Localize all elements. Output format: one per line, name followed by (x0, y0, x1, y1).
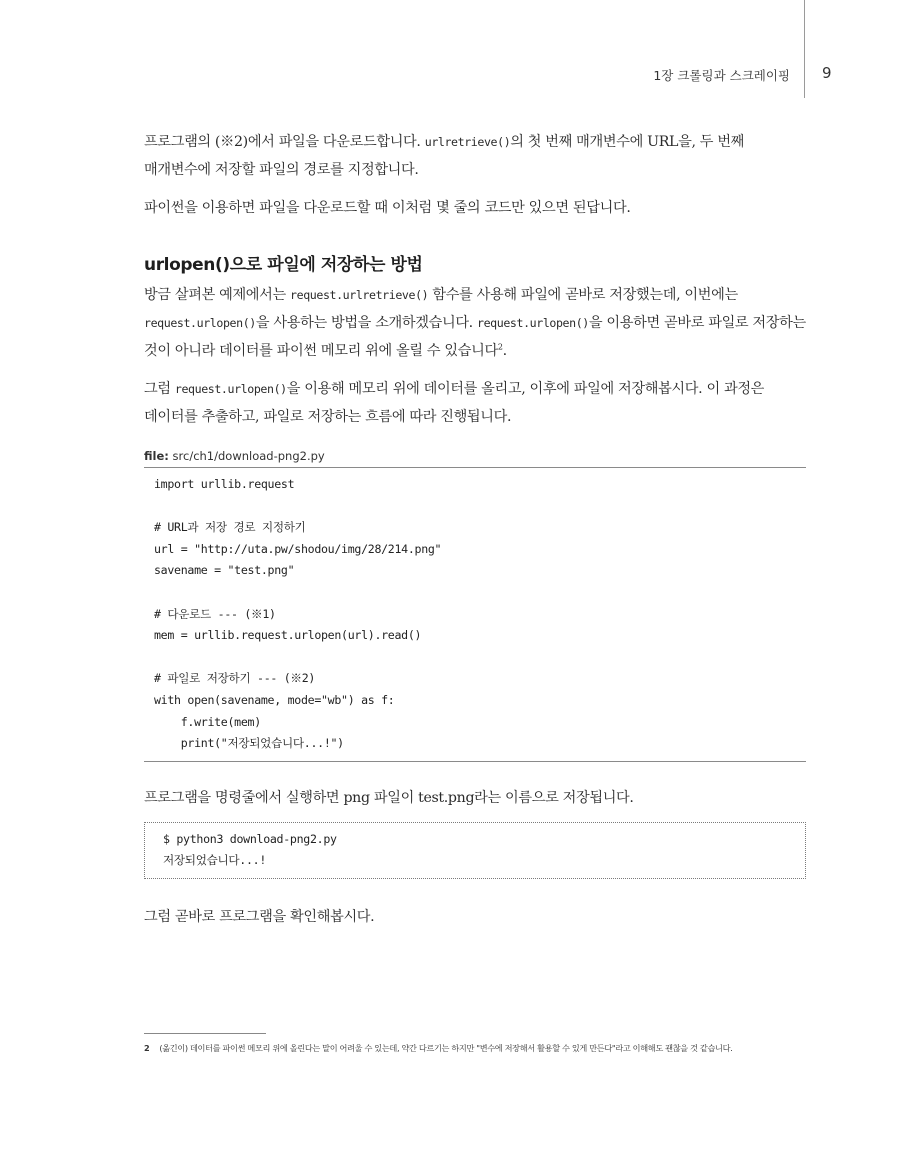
running-head: 1장 크롤링과 스크레이핑 (653, 68, 790, 83)
paragraph-5: 프로그램을 명령줄에서 실행하면 png 파일이 test.png라는 이름으로 저장됩니다. (144, 789, 634, 806)
terminal-result: 저장되었습니다...! (163, 853, 267, 868)
paragraph-3-text-a: 방금 살펴본 예제에서는 (144, 287, 291, 303)
file-caption (144, 449, 806, 463)
footnote-divider (144, 1033, 266, 1034)
code-line: # 다운로드 --- (※1) (154, 606, 276, 621)
paragraph-1-text-b: 의 첫 번째 매개변수에 URL을, 두 번째 매개변수에 저장할 파일의 경로를 지정합니다. (144, 134, 745, 178)
paragraph-3-text-c: 을 사용하는 방법을 소개하겠습니다. (255, 315, 478, 331)
terminal-command: $ python3 download-png2.py (163, 831, 337, 846)
paragraph-1 (144, 128, 806, 184)
paragraph-2: 파이썬을 이용하면 파일을 다운로드할 때 이처럼 몇 줄의 코드만 있으면 된답니다. (144, 200, 631, 216)
inline-code-request-urlopen-3: request.urlopen() (174, 382, 287, 396)
inline-code-request-urlopen: request.urlopen() (144, 316, 256, 330)
page-number: 9 (822, 64, 832, 82)
section-heading: urlopen()으로 파일에 저장하는 방법 (144, 255, 423, 275)
paragraph-3-text-e: . (502, 343, 507, 359)
code-line: f.write(mem) (154, 714, 261, 729)
paragraph-3 (144, 281, 806, 365)
inline-code-urlretrieve: urlretrieve() (424, 135, 511, 149)
code-line: # URL과 저장 경로 지정하기 (154, 520, 306, 535)
paragraph-4-text-b: 을 이용해 메모리 위에 데이터를 올리고, 이후에 파일에 저장해봅시다. 이 과정은 데이터를 추출하고, 파일로 저장하는 흐름에 따라 진행됩니다. (144, 381, 765, 425)
footnote-number: 2 (144, 1043, 150, 1053)
code-line: # 파일로 저장하기 --- (※2) (154, 671, 316, 686)
paragraph-4-text-a: 그럼 (144, 381, 175, 397)
code-listing (144, 467, 806, 762)
inline-code-request-urlretrieve: request.urlretrieve() (290, 288, 429, 302)
code-line (154, 496, 806, 518)
paragraph-3-text-d: 을 이용하면 곧바로 파일로 저장하는 것이 아니라 데이터를 파이썬 메모리 위에 올릴 수 있습니다 (144, 315, 806, 359)
code-line: savename = "test.png" (154, 563, 295, 578)
code-line: url = "http://uta.pw/shodou/img/28/214.png" (154, 541, 442, 556)
code-line (154, 582, 806, 604)
page-body (144, 128, 806, 941)
footnote-ref[interactable]: 2 (497, 342, 503, 352)
footnote-text: (옮긴이) 데이터를 파이썬 메모리 위에 올린다는 말이 어려울 수 있는데, 약간 다르기는 하지만 "변수에 저장해서 활용할 수 있게 만든다"라고 이해해도 괜찮을 것 같습니다. (159, 1043, 733, 1053)
inline-code-request-urlopen-2: request.urlopen() (477, 316, 589, 330)
footnote (144, 1043, 814, 1054)
paragraph-3-text-b: 함수를 사용해 파일에 곧바로 저장했는데, 이번에는 (428, 287, 738, 303)
code-line (154, 647, 806, 669)
paragraph-1-text-a: 프로그램의 (※2)에서 파일을 다운로드합니다. (144, 134, 425, 150)
code-line: print("저장되었습니다...!") (154, 736, 344, 751)
code-line: with open(savename, mode="wb") as f: (154, 692, 395, 707)
code-line: mem = urllib.request.urlopen(url).read() (154, 628, 422, 643)
terminal-output (144, 822, 806, 879)
file-caption-label: file: (144, 449, 169, 463)
header-divider (804, 0, 805, 98)
paragraph-4 (144, 375, 806, 431)
paragraph-6: 그럼 곧바로 프로그램을 확인해봅시다. (144, 908, 375, 925)
code-line: import urllib.request (154, 477, 295, 491)
file-caption-path: src/ch1/download-png2.py (172, 449, 325, 463)
